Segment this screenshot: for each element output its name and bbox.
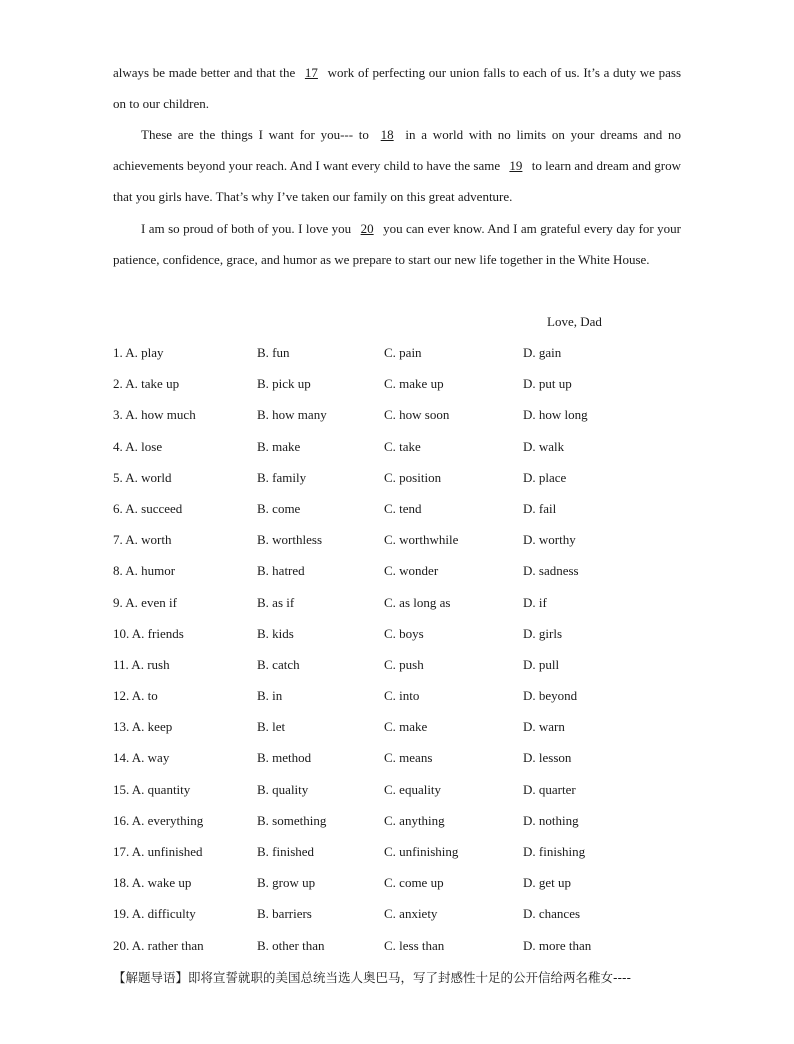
option-a: 14. A. way [113,750,170,766]
question-row [113,774,693,805]
passage-text: work of perfecting our union falls to each of us. It’s a duty we pass on to our children. [113,65,682,112]
passage-text: always be made better and that the [113,65,296,80]
question-row [113,680,693,711]
option-c: C. tend [384,500,422,516]
option-c: C. into [384,688,420,704]
question-row [113,555,693,586]
option-d: D. place [523,469,567,485]
option-d: D. how long [523,407,588,423]
option-a: 19. A. difficulty [113,906,196,922]
blank-18: 18 [380,127,394,142]
option-a: 13. A. keep [113,719,173,735]
option-a: 7. A. worth [113,532,172,548]
option-d: D. if [523,594,547,610]
option-b: B. worthless [257,532,322,548]
option-c: C. make [384,719,428,735]
question-row [113,930,693,961]
option-b: B. make [257,438,301,454]
question-row [113,867,693,898]
question-row [113,524,693,555]
question-row [113,587,693,618]
option-b: B. come [257,500,301,516]
option-b: B. hatred [257,563,305,579]
option-b: B. finished [257,844,315,859]
option-b: B. grow up [257,875,316,891]
option-b: B. method [257,750,312,766]
option-c: C. pain [384,345,422,360]
option-a: 11. A. rush [113,656,170,672]
option-b: B. quality [257,781,309,797]
option-b: B. fun [257,345,290,360]
option-d: D. more than [523,937,592,953]
option-d: D. fail [523,500,557,516]
option-a: 3. A. how much [113,407,196,423]
passage-paragraph-2 [113,119,681,213]
option-a: 20. A. rather than [113,937,204,953]
option-a: 17. A. unfinished [113,844,203,859]
option-d: D. beyond [523,688,578,704]
passage-text: in a world with no limits on your dreams and no achievements beyond your reach. And I want every child to have the same [113,127,681,174]
option-c: C. less than [384,937,445,953]
option-a: 1. A. play [113,345,164,360]
option-a: 4. A. lose [113,438,163,454]
option-a: 9. A. even if [113,594,177,610]
option-c: C. as long as [384,594,451,610]
question-row [113,431,693,462]
question-row [113,462,693,493]
option-b: B. as if [257,594,295,610]
option-d: D. finishing [523,844,586,859]
option-c: C. anxiety [384,906,438,922]
question-row [113,337,693,368]
option-d: D. chances [523,906,581,922]
option-b: B. barriers [257,906,312,922]
option-a: 5. A. world [113,469,172,485]
option-d: D. gain [523,345,562,360]
option-a: 16. A. everything [113,812,204,828]
option-b: B. catch [257,656,300,672]
option-c: C. boys [384,625,424,641]
option-c: C. anything [384,812,445,828]
option-b: B. pick up [257,376,311,392]
option-d: D. girls [523,625,562,641]
option-c: C. how soon [384,407,450,423]
passage-text: I am so proud of both of you. I love you [141,221,352,236]
option-d: D. pull [523,656,560,672]
option-b: B. other than [257,937,325,953]
question-row [113,836,693,867]
passage-text: These are the things I want for you--- to [141,127,369,142]
option-c: C. means [384,750,433,766]
option-a: 8. A. humor [113,563,176,579]
option-c: C. equality [384,781,442,797]
option-c: C. come up [384,875,444,891]
option-c: C. worthwhile [384,532,459,548]
blank-20: 20 [360,221,374,236]
option-d: D. get up [523,875,572,891]
option-c: C. position [384,469,442,485]
option-c: C. unfinishing [384,844,459,859]
option-b: B. something [257,812,327,828]
option-a: 18. A. wake up [113,875,192,891]
option-d: D. warn [523,719,565,735]
question-row [113,742,693,773]
option-b: B. how many [257,407,327,423]
passage-text: to learn and dream and grow that you girls have. That’s why I’ve taken our family on this great adventure. [113,158,681,205]
passage-paragraph-3 [113,213,681,275]
option-c: C. make up [384,376,444,392]
option-a: 12. A. to [113,688,158,704]
option-a: 6. A. succeed [113,500,183,516]
option-b: B. let [257,719,286,735]
question-row [113,368,693,399]
option-d: D. lesson [523,750,572,766]
question-row [113,805,693,836]
option-d: D. nothing [523,812,579,828]
question-row [113,618,693,649]
question-row [113,898,693,929]
question-row [113,399,693,430]
option-d: D. walk [523,438,565,454]
option-d: D. put up [523,376,572,392]
question-row [113,493,693,524]
option-d: D. worthy [523,532,576,548]
option-a: 2. A. take up [113,376,180,392]
blank-17: 17 [304,65,318,80]
blank-19: 19 [509,158,523,174]
option-c: C. wonder [384,563,439,579]
answer-options [113,337,693,961]
passage-paragraph-1 [113,57,681,119]
option-b: B. in [257,688,283,704]
explanation-intro: 【解题导语】即将宣誓就职的美国总统当选人奥巴马，写了封感性十足的公开信给两名稚女---- [113,970,632,985]
question-row [113,649,693,680]
option-b: B. kids [257,625,294,641]
option-b: B. family [257,469,307,485]
passage-text: you can ever know. And I am grateful every day for your patience, confidence, grace, and humor as we prepare to start our new life together in the White House. [113,221,681,268]
option-c: C. take [384,438,421,454]
letter-signature: Love, Dad [547,314,602,329]
option-c: C. push [384,656,424,672]
option-a: 10. A. friends [113,625,184,641]
question-row [113,711,693,742]
option-a: 15. A. quantity [113,781,191,797]
option-d: D. sadness [523,563,579,579]
option-d: D. quarter [523,781,576,797]
